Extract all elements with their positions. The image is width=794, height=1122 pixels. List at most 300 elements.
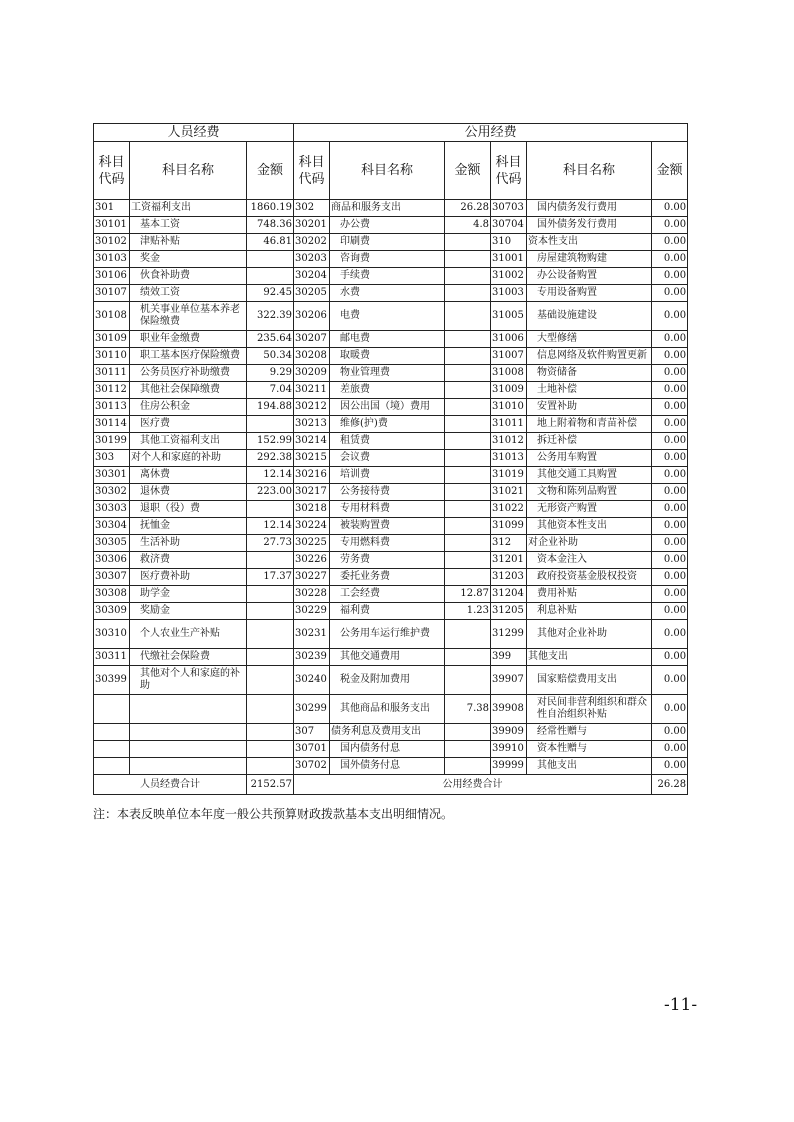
subject-code-cell: 30299 xyxy=(294,695,330,724)
subject-name-cell: 办公设备购置 xyxy=(527,268,652,285)
subject-name-cell: 抚恤金 xyxy=(130,518,247,535)
amount-cell xyxy=(445,724,491,741)
subject-code-cell: 31007 xyxy=(491,348,527,365)
subject-name-cell: 个人农业生产补贴 xyxy=(130,620,247,649)
amount-cell xyxy=(445,552,491,569)
subject-name-cell: 维修(护)费 xyxy=(330,416,445,433)
amount-cell: 27.73 xyxy=(247,535,294,552)
amount-cell xyxy=(445,758,491,775)
subject-name-cell: 助学金 xyxy=(130,586,247,603)
table-row xyxy=(94,586,688,603)
subject-code-cell: 31204 xyxy=(491,586,527,603)
subject-code-cell: 30113 xyxy=(94,399,130,416)
subject-code-cell: 30217 xyxy=(294,484,330,501)
subject-name-cell: 救济费 xyxy=(130,552,247,569)
subject-name-cell: 津贴补贴 xyxy=(130,234,247,251)
subject-code-cell: 31201 xyxy=(491,552,527,569)
subject-name-cell: 生活补助 xyxy=(130,535,247,552)
amount-cell xyxy=(445,741,491,758)
subject-name-cell: 培训费 xyxy=(330,467,445,484)
subject-code-cell: 31011 xyxy=(491,416,527,433)
subject-code-cell: 31003 xyxy=(491,285,527,302)
subject-name-cell: 大型修缮 xyxy=(527,331,652,348)
subject-name-cell: 电费 xyxy=(330,302,445,331)
subject-name-cell: 资本金注入 xyxy=(527,552,652,569)
subject-name-cell: 文物和陈列品购置 xyxy=(527,484,652,501)
table-row xyxy=(94,450,688,467)
subject-code-cell: 31021 xyxy=(491,484,527,501)
column-header-name: 科目名称 xyxy=(527,142,652,200)
subject-name-cell xyxy=(130,741,247,758)
subject-code-cell: 30306 xyxy=(94,552,130,569)
subject-code-cell: 30311 xyxy=(94,649,130,666)
subject-name-cell: 水费 xyxy=(330,285,445,302)
amount-cell: 0.00 xyxy=(652,450,688,467)
table-body xyxy=(94,200,688,775)
subject-name-cell xyxy=(130,758,247,775)
column-header-amount: 金额 xyxy=(652,142,688,200)
amount-cell xyxy=(247,268,294,285)
subject-code-cell: 30216 xyxy=(294,467,330,484)
table-row xyxy=(94,666,688,695)
amount-cell: 0.00 xyxy=(652,348,688,365)
subject-name-cell: 取暖费 xyxy=(330,348,445,365)
subject-code-cell: 30112 xyxy=(94,382,130,399)
amount-cell xyxy=(445,649,491,666)
subject-code-cell: 30218 xyxy=(294,501,330,518)
subject-code-cell: 30308 xyxy=(94,586,130,603)
amount-cell: 7.38 xyxy=(445,695,491,724)
subject-code-cell: 30228 xyxy=(294,586,330,603)
subject-code-cell: 307 xyxy=(294,724,330,741)
subject-code-cell: 31205 xyxy=(491,603,527,620)
amount-cell xyxy=(247,603,294,620)
amount-cell xyxy=(247,586,294,603)
amount-cell xyxy=(445,433,491,450)
table-row xyxy=(94,518,688,535)
subject-name-cell: 无形资产购置 xyxy=(527,501,652,518)
amount-cell xyxy=(445,268,491,285)
subject-name-cell: 物业管理费 xyxy=(330,365,445,382)
subject-name-cell: 其他对个人和家庭的补助 xyxy=(130,666,247,695)
subject-name-cell: 国内债务发行费用 xyxy=(527,200,652,217)
amount-cell xyxy=(445,348,491,365)
amount-cell: 322.39 xyxy=(247,302,294,331)
amount-cell: 0.00 xyxy=(652,501,688,518)
amount-cell: 7.04 xyxy=(247,382,294,399)
subject-code-cell xyxy=(94,741,130,758)
amount-cell: 12.14 xyxy=(247,467,294,484)
table-row xyxy=(94,620,688,649)
subject-code-cell: 30108 xyxy=(94,302,130,331)
subject-code-cell: 30226 xyxy=(294,552,330,569)
subject-code-cell: 399 xyxy=(491,649,527,666)
subject-code-cell: 31013 xyxy=(491,450,527,467)
subject-code-cell: 30225 xyxy=(294,535,330,552)
amount-cell: 0.00 xyxy=(652,285,688,302)
subject-code-cell: 30215 xyxy=(294,450,330,467)
subject-name-cell: 其他工资福利支出 xyxy=(130,433,247,450)
subject-name-cell: 其他资本性支出 xyxy=(527,518,652,535)
amount-cell: 0.00 xyxy=(652,552,688,569)
subject-code-cell: 30227 xyxy=(294,569,330,586)
subject-name-cell: 奖金 xyxy=(130,251,247,268)
amount-cell xyxy=(445,666,491,695)
amount-cell xyxy=(247,758,294,775)
subject-code-cell: 31012 xyxy=(491,433,527,450)
amount-cell xyxy=(445,251,491,268)
amount-cell xyxy=(247,552,294,569)
subject-code-cell: 30204 xyxy=(294,268,330,285)
subject-code-cell: 30224 xyxy=(294,518,330,535)
amount-cell: 235.64 xyxy=(247,331,294,348)
amount-cell xyxy=(247,251,294,268)
personnel-total-value: 2152.57 xyxy=(247,775,294,795)
amount-cell xyxy=(445,620,491,649)
amount-cell: 0.00 xyxy=(652,251,688,268)
table-row xyxy=(94,569,688,586)
personnel-expense-header: 人员经费 xyxy=(94,124,294,142)
subject-name-cell: 基本工资 xyxy=(130,217,247,234)
subject-code-cell: 30209 xyxy=(294,365,330,382)
amount-cell: 0.00 xyxy=(652,268,688,285)
table-row xyxy=(94,484,688,501)
amount-cell: 0.00 xyxy=(652,586,688,603)
subject-name-cell: 印刷费 xyxy=(330,234,445,251)
amount-cell xyxy=(445,450,491,467)
amount-cell xyxy=(247,416,294,433)
subject-code-cell: 30107 xyxy=(94,285,130,302)
subject-name-cell: 职业年金缴费 xyxy=(130,331,247,348)
subject-name-cell: 退职（役）费 xyxy=(130,501,247,518)
amount-cell: 0.00 xyxy=(652,724,688,741)
amount-cell: 0.00 xyxy=(652,433,688,450)
amount-cell: 0.00 xyxy=(652,382,688,399)
column-header-code: 科目代码 xyxy=(491,142,527,200)
subject-code-cell: 30304 xyxy=(94,518,130,535)
subject-name-cell: 其他支出 xyxy=(527,649,652,666)
amount-cell: 0.00 xyxy=(652,200,688,217)
subject-name-cell: 职工基本医疗保险缴费 xyxy=(130,348,247,365)
amount-cell xyxy=(247,724,294,741)
amount-cell xyxy=(445,399,491,416)
subject-name-cell: 手续费 xyxy=(330,268,445,285)
amount-cell: 0.00 xyxy=(652,666,688,695)
table-row xyxy=(94,724,688,741)
subject-code-cell: 30106 xyxy=(94,268,130,285)
subject-name-cell: 其他交通工具购置 xyxy=(527,467,652,484)
table-row xyxy=(94,234,688,251)
amount-cell: 0.00 xyxy=(652,467,688,484)
amount-cell: 223.00 xyxy=(247,484,294,501)
amount-cell xyxy=(445,467,491,484)
subject-code-cell: 30111 xyxy=(94,365,130,382)
subject-code-cell xyxy=(94,758,130,775)
subject-code-cell: 30103 xyxy=(94,251,130,268)
amount-cell xyxy=(445,382,491,399)
amount-cell: 0.00 xyxy=(652,695,688,724)
subject-name-cell: 差旅费 xyxy=(330,382,445,399)
subject-name-cell: 伙食补助费 xyxy=(130,268,247,285)
subject-code-cell: 30399 xyxy=(94,666,130,695)
subject-name-cell: 国家赔偿费用支出 xyxy=(527,666,652,695)
subject-name-cell: 地上附着物和青苗补偿 xyxy=(527,416,652,433)
subject-code-cell: 31022 xyxy=(491,501,527,518)
subject-name-cell: 债务利息及费用支出 xyxy=(330,724,445,741)
table-row xyxy=(94,603,688,620)
subject-code-cell: 30203 xyxy=(294,251,330,268)
subject-code-cell: 30208 xyxy=(294,348,330,365)
subject-code-cell: 30205 xyxy=(294,285,330,302)
subject-name-cell: 医疗费补助 xyxy=(130,569,247,586)
subject-name-cell: 信息网络及软件购置更新 xyxy=(527,348,652,365)
table-row xyxy=(94,365,688,382)
amount-cell xyxy=(445,416,491,433)
subject-code-cell: 30213 xyxy=(294,416,330,433)
subject-code-cell: 31099 xyxy=(491,518,527,535)
amount-cell: 0.00 xyxy=(652,302,688,331)
public-expense-header: 公用经费 xyxy=(294,124,688,142)
amount-cell: 0.00 xyxy=(652,603,688,620)
table-row xyxy=(94,467,688,484)
table-row xyxy=(94,695,688,724)
amount-cell: 0.00 xyxy=(652,416,688,433)
subject-name-cell: 土地补偿 xyxy=(527,382,652,399)
table-row xyxy=(94,758,688,775)
amount-cell: 50.34 xyxy=(247,348,294,365)
subject-code-cell: 30229 xyxy=(294,603,330,620)
subject-code-cell: 30702 xyxy=(294,758,330,775)
amount-cell: 0.00 xyxy=(652,741,688,758)
subject-code-cell: 31019 xyxy=(491,467,527,484)
amount-cell: 0.00 xyxy=(652,484,688,501)
subject-code-cell: 31005 xyxy=(491,302,527,331)
table-row xyxy=(94,399,688,416)
subject-name-cell: 对个人和家庭的补助 xyxy=(130,450,247,467)
subject-code-cell: 39999 xyxy=(491,758,527,775)
amount-cell: 152.99 xyxy=(247,433,294,450)
table-row xyxy=(94,200,688,217)
personnel-total-label: 人员经费合计 xyxy=(94,775,247,795)
subject-name-cell: 其他商品和服务支出 xyxy=(330,695,445,724)
amount-cell: 0.00 xyxy=(652,758,688,775)
amount-cell: 1.23 xyxy=(445,603,491,620)
subject-name-cell: 利息补贴 xyxy=(527,603,652,620)
column-header-name: 科目名称 xyxy=(130,142,247,200)
subject-code-cell: 31001 xyxy=(491,251,527,268)
amount-cell xyxy=(247,501,294,518)
subject-name-cell: 专用材料费 xyxy=(330,501,445,518)
subject-code-cell: 310 xyxy=(491,234,527,251)
column-header-code: 科目代码 xyxy=(94,142,130,200)
subject-code-cell xyxy=(94,724,130,741)
subject-name-cell: 国外债务发行费用 xyxy=(527,217,652,234)
amount-cell xyxy=(445,302,491,331)
subject-code-cell: 31010 xyxy=(491,399,527,416)
subject-name-cell: 其他社会保障缴费 xyxy=(130,382,247,399)
column-header-code: 科目代码 xyxy=(294,142,330,200)
amount-cell: 26.28 xyxy=(445,200,491,217)
subject-code-cell: 30704 xyxy=(491,217,527,234)
page-number: -11- xyxy=(664,995,698,1015)
subject-code-cell: 31006 xyxy=(491,331,527,348)
subject-code-cell: 30114 xyxy=(94,416,130,433)
table-row xyxy=(94,501,688,518)
subject-name-cell: 工会经费 xyxy=(330,586,445,603)
subject-code-cell: 39908 xyxy=(491,695,527,724)
subject-name-cell: 办公费 xyxy=(330,217,445,234)
public-total-label: 公用经费合计 xyxy=(294,775,652,795)
subject-name-cell xyxy=(130,695,247,724)
subject-name-cell: 商品和服务支出 xyxy=(330,200,445,217)
subject-code-cell: 302 xyxy=(294,200,330,217)
amount-cell xyxy=(445,518,491,535)
subject-name-cell: 专用燃料费 xyxy=(330,535,445,552)
amount-cell xyxy=(247,741,294,758)
subject-name-cell: 公务员医疗补助缴费 xyxy=(130,365,247,382)
subject-name-cell: 医疗费 xyxy=(130,416,247,433)
table-row xyxy=(94,285,688,302)
table-row xyxy=(94,535,688,552)
amount-cell xyxy=(247,620,294,649)
table-row xyxy=(94,382,688,399)
subject-name-cell xyxy=(130,724,247,741)
table-row xyxy=(94,268,688,285)
subject-code-cell: 31299 xyxy=(491,620,527,649)
amount-cell: 4.8 xyxy=(445,217,491,234)
amount-cell: 194.88 xyxy=(247,399,294,416)
subject-code-cell: 30199 xyxy=(94,433,130,450)
subject-name-cell: 经常性赠与 xyxy=(527,724,652,741)
amount-cell xyxy=(247,695,294,724)
subject-name-cell: 公务用车购置 xyxy=(527,450,652,467)
subject-name-cell: 因公出国（境）费用 xyxy=(330,399,445,416)
amount-cell xyxy=(445,234,491,251)
subject-code-cell: 30231 xyxy=(294,620,330,649)
table-row xyxy=(94,217,688,234)
subject-name-cell: 劳务费 xyxy=(330,552,445,569)
amount-cell xyxy=(445,535,491,552)
basic-expenditure-table xyxy=(93,123,688,795)
subject-code-cell: 30305 xyxy=(94,535,130,552)
subject-code-cell: 30309 xyxy=(94,603,130,620)
column-header-name: 科目名称 xyxy=(330,142,445,200)
table-row xyxy=(94,302,688,331)
subject-name-cell: 离休费 xyxy=(130,467,247,484)
subject-code-cell: 39910 xyxy=(491,741,527,758)
table-row xyxy=(94,649,688,666)
subject-name-cell: 工资福利支出 xyxy=(130,200,247,217)
amount-cell: 0.00 xyxy=(652,620,688,649)
table-row xyxy=(94,348,688,365)
subject-code-cell: 312 xyxy=(491,535,527,552)
amount-cell xyxy=(445,569,491,586)
subject-code-cell xyxy=(94,695,130,724)
subject-name-cell: 邮电费 xyxy=(330,331,445,348)
subject-code-cell: 30102 xyxy=(94,234,130,251)
subject-code-cell: 301 xyxy=(94,200,130,217)
subject-name-cell: 其他交通费用 xyxy=(330,649,445,666)
subject-code-cell: 30214 xyxy=(294,433,330,450)
subject-name-cell: 退休费 xyxy=(130,484,247,501)
subject-code-cell: 30307 xyxy=(94,569,130,586)
subject-code-cell: 30207 xyxy=(294,331,330,348)
subject-name-cell: 机关事业单位基本养老保险缴费 xyxy=(130,302,247,331)
amount-cell: 12.14 xyxy=(247,518,294,535)
amount-cell xyxy=(445,285,491,302)
subject-code-cell: 30202 xyxy=(294,234,330,251)
amount-cell xyxy=(445,484,491,501)
subject-code-cell: 30212 xyxy=(294,399,330,416)
subject-code-cell: 30110 xyxy=(94,348,130,365)
amount-cell: 46.81 xyxy=(247,234,294,251)
subject-code-cell: 30109 xyxy=(94,331,130,348)
column-header-amount: 金额 xyxy=(247,142,294,200)
subject-code-cell: 30211 xyxy=(294,382,330,399)
subject-name-cell: 安置补助 xyxy=(527,399,652,416)
subject-code-cell: 39907 xyxy=(491,666,527,695)
subject-code-cell: 30303 xyxy=(94,501,130,518)
subject-name-cell: 资本性支出 xyxy=(527,234,652,251)
subject-code-cell: 30302 xyxy=(94,484,130,501)
subject-name-cell: 绩效工资 xyxy=(130,285,247,302)
table-row xyxy=(94,251,688,268)
subject-code-cell: 31008 xyxy=(491,365,527,382)
subject-name-cell: 委托业务费 xyxy=(330,569,445,586)
subject-code-cell: 31002 xyxy=(491,268,527,285)
subject-name-cell: 房屋建筑物购建 xyxy=(527,251,652,268)
subject-name-cell: 福利费 xyxy=(330,603,445,620)
subject-name-cell: 对民间非营利组织和群众性自治组织补贴 xyxy=(527,695,652,724)
subject-name-cell: 其他支出 xyxy=(527,758,652,775)
subject-name-cell: 物资储备 xyxy=(527,365,652,382)
amount-cell xyxy=(445,365,491,382)
subject-code-cell: 30239 xyxy=(294,649,330,666)
amount-cell xyxy=(247,666,294,695)
table-row xyxy=(94,416,688,433)
subject-name-cell: 专用设备购置 xyxy=(527,285,652,302)
subject-name-cell: 公务用车运行维护费 xyxy=(330,620,445,649)
subject-name-cell: 公务接待费 xyxy=(330,484,445,501)
amount-cell: 17.37 xyxy=(247,569,294,586)
column-header-amount: 金额 xyxy=(445,142,491,200)
subject-code-cell: 30310 xyxy=(94,620,130,649)
amount-cell xyxy=(445,331,491,348)
public-total-value: 26.28 xyxy=(652,775,688,795)
subject-name-cell: 政府投资基金股权投资 xyxy=(527,569,652,586)
subject-code-cell: 303 xyxy=(94,450,130,467)
subject-name-cell: 奖励金 xyxy=(130,603,247,620)
amount-cell: 0.00 xyxy=(652,331,688,348)
amount-cell: 12.87 xyxy=(445,586,491,603)
subject-name-cell: 其他对企业补助 xyxy=(527,620,652,649)
amount-cell: 0.00 xyxy=(652,569,688,586)
subject-code-cell: 30240 xyxy=(294,666,330,695)
subject-name-cell: 费用补贴 xyxy=(527,586,652,603)
table-row xyxy=(94,433,688,450)
table-note: 注：本表反映单位本年度一般公共预算财政拨款基本支出明细情况。 xyxy=(93,807,454,821)
amount-cell: 0.00 xyxy=(652,535,688,552)
subject-name-cell: 租赁费 xyxy=(330,433,445,450)
subject-name-cell: 咨询费 xyxy=(330,251,445,268)
subject-code-cell: 30701 xyxy=(294,741,330,758)
subject-name-cell: 拆迁补偿 xyxy=(527,433,652,450)
subject-code-cell: 30201 xyxy=(294,217,330,234)
table-row xyxy=(94,741,688,758)
subject-name-cell: 基础设施建设 xyxy=(527,302,652,331)
amount-cell xyxy=(247,649,294,666)
amount-cell: 9.29 xyxy=(247,365,294,382)
